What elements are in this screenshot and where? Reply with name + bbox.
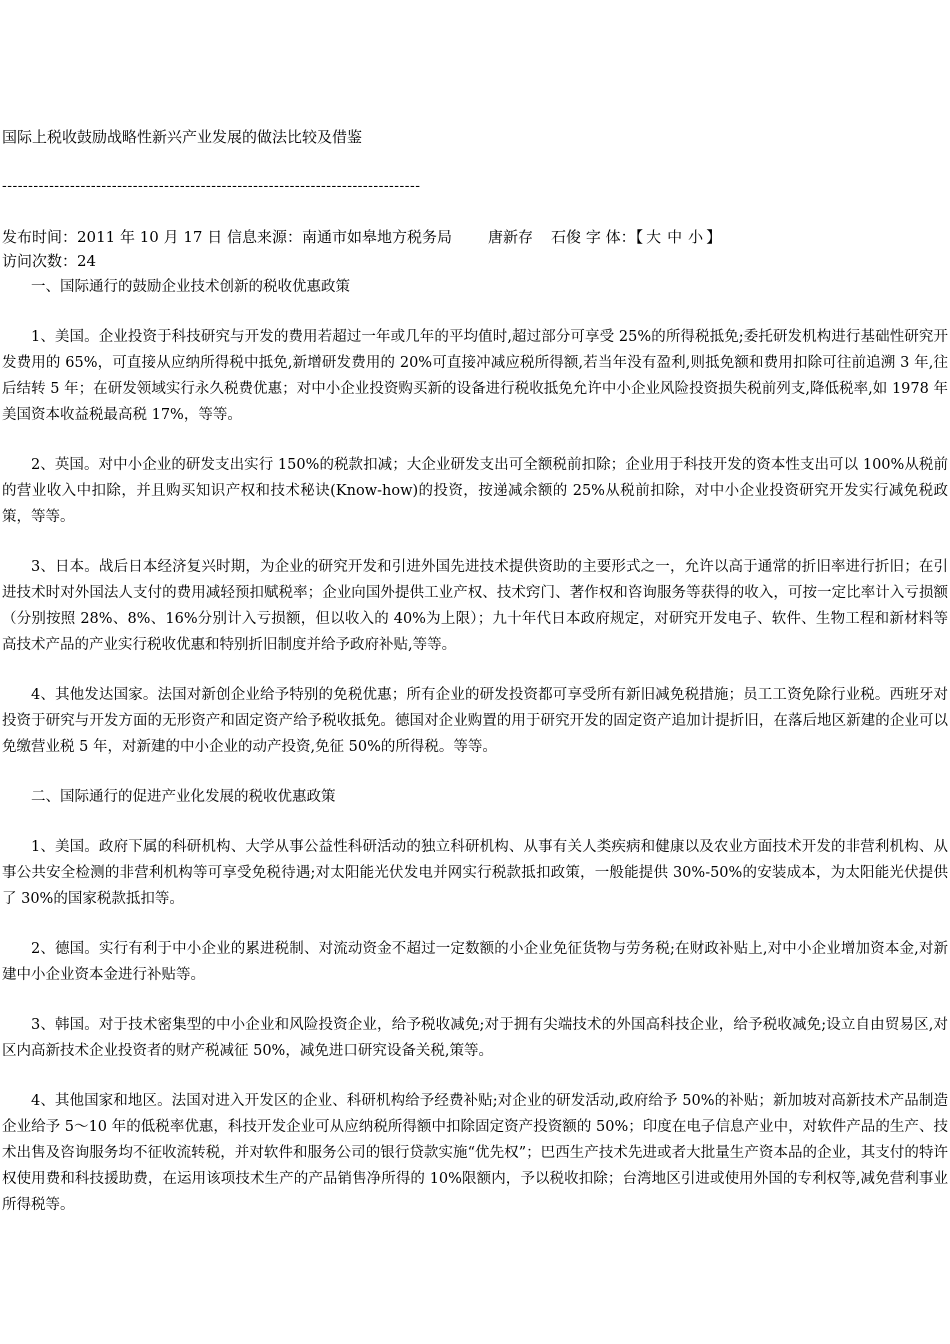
visits-label: 访问次数： [2, 252, 78, 270]
font-size-control [586, 228, 721, 246]
font-label: 字 体： [585, 228, 636, 246]
font-bracket-open: 【 [635, 228, 644, 246]
font-medium-link[interactable]: 中 [667, 228, 683, 246]
source-label: 信息来源： [227, 228, 303, 246]
section-heading: 一、国际通行的鼓励企业技术创新的税收优惠政策 [31, 279, 350, 295]
divider-line: -------------------------------------------------------------------------------- [2, 178, 421, 194]
publish-label: 发布时间： [2, 228, 78, 246]
visits-count: 24 [77, 252, 97, 270]
paragraph: 2、德国。实行有利于中小企业的累进税制、对流动资金不超过一定数额的小企业免征货物与劳务税;在财政补贴上,对中小企业增加资本金,对新建中小企业资本金进行补贴等。 [2, 941, 948, 983]
paragraph: 1、美国。企业投资于科技研究与开发的费用若超过一年或几年的平均值时,超过部分可享受 25%的所得税抵免;委托研发机构进行基础性研究开发费用的 65%，可直接从应纳所得税中抵免,新增研发费用的 20%可直接冲减应税所得额,若当年没有盈利,则抵免额和费用扣除可往前追溯 3 年,往后结转 5 年；在研发领域实行永久税费优惠；对中小企业投资购买新的设备进行税收抵免允许中小企业风险投资损失税前列支,降低税率,如 1978 年美国资本收益税最高税 17%，等等。 [2, 329, 948, 423]
font-small-link[interactable]: 小 [688, 228, 704, 246]
paragraph: 4、其他发达国家。法国对新创企业给予特别的免税优惠；所有企业的研发投资都可享受所有新旧减免税措施；员工工资免除行业税。西班牙对投资于研究与开发方面的无形资产和固定资产给予税收抵免。德国对企业购置的用于研究开发的固定资产追加计提折旧，在落后地区新建的企业可以免缴营业税 5 年，对新建的中小企业的动产投资,免征 50%的所得税。等等。 [2, 687, 948, 755]
article-meta [2, 225, 721, 273]
font-large-link[interactable]: 大 [646, 228, 662, 246]
paragraph: 3、日本。战后日本经济复兴时期，为企业的研究开发和引进外国先进技术提供资助的主要形式之一，允许以高于通常的折旧率进行折旧；在引进技术时对外国法人支付的费用减轻预扣赋税率；企业向国外提供工业产权、技术窍门、著作权和咨询服务等获得的收入，可按一定比率计入亏损额（分别按照 28%、8%、16%分别计入亏损额，但以收入的 40%为上限）；九十年代日本政府规定，对研究开发电子、软件、生物工程和新材料等高技术产品的产业实行税收优惠和特别折旧制度并给予政府补贴,等等。 [2, 559, 948, 653]
meta-line-2 [2, 249, 721, 273]
publish-date: 2011 年 10 月 17 日 [77, 228, 223, 246]
font-bracket-close: 】 [706, 228, 722, 246]
paragraph: 4、其他国家和地区。法国对进入开发区的企业、科研机构给予经费补贴;对企业的研发活动,政府给予 50%的补贴；新加坡对高新技术产品制造企业给予 5～10 年的低税率优惠，科技开发企业可从应纳税所得额中扣除固定资产投资额的 50%；印度在电子信息产业中，对软件产品的生产、技术出售及咨询服务均不征收流转税，并对软件和服务公司的银行贷款实施“优先权”；巴西生产技术先进或者大批量生产资本品的企业，其支付的特许权使用费和科技援助费，在运用该项技术生产的产品销售净所得的 10%限额内，予以税收扣除；台湾地区引进或使用外国的专利权等,减免营利事业所得税等。 [2, 1093, 948, 1213]
article-body [2, 274, 948, 1218]
author-name: 唐新存 [488, 228, 534, 246]
paragraph: 1、美国。政府下属的科研机构、大学从事公益性科研活动的独立科研机构、从事有关人类疾病和健康以及农业方面技术开发的非营利机构、从事公共安全检测的非营利机构等可享受免税待遇;对太阳能光伏发电并网实行税款抵扣政策，一般能提供 30%-50%的安装成本，为太阳能光伏提供了 30%的国家税款抵扣等。 [2, 839, 948, 907]
source-name: 南通市如皋地方税务局 [302, 228, 453, 246]
article-title: 国际上税收鼓励战略性新兴产业发展的做法比较及借鉴 [2, 128, 363, 146]
paragraph: 3、韩国。对于技术密集型的中小企业和风险投资企业，给予税收减免;对于拥有尖端技术的外国高科技企业，给予税收减免;设立自由贸易区,对区内高新技术企业投资者的财产税减征 50%，减免进口研究设备关税,策等。 [2, 1017, 948, 1059]
meta-line-1 [2, 225, 721, 249]
paragraph: 2、英国。对中小企业的研发支出实行 150%的税款扣减；大企业研发支出可全额税前扣除；企业用于科技开发的资本性支出可以 100%从税前的营业收入中扣除，并且购买知识产权和技术秘诀(Know-how)的投资，按递减余额的 25%从税前扣除，对中小企业投资研究开发实行减免税政策，等等。 [2, 457, 948, 525]
section-heading: 二、国际通行的促进产业化发展的税收优惠政策 [31, 789, 336, 805]
author-name-2: 石俊 [551, 228, 582, 246]
